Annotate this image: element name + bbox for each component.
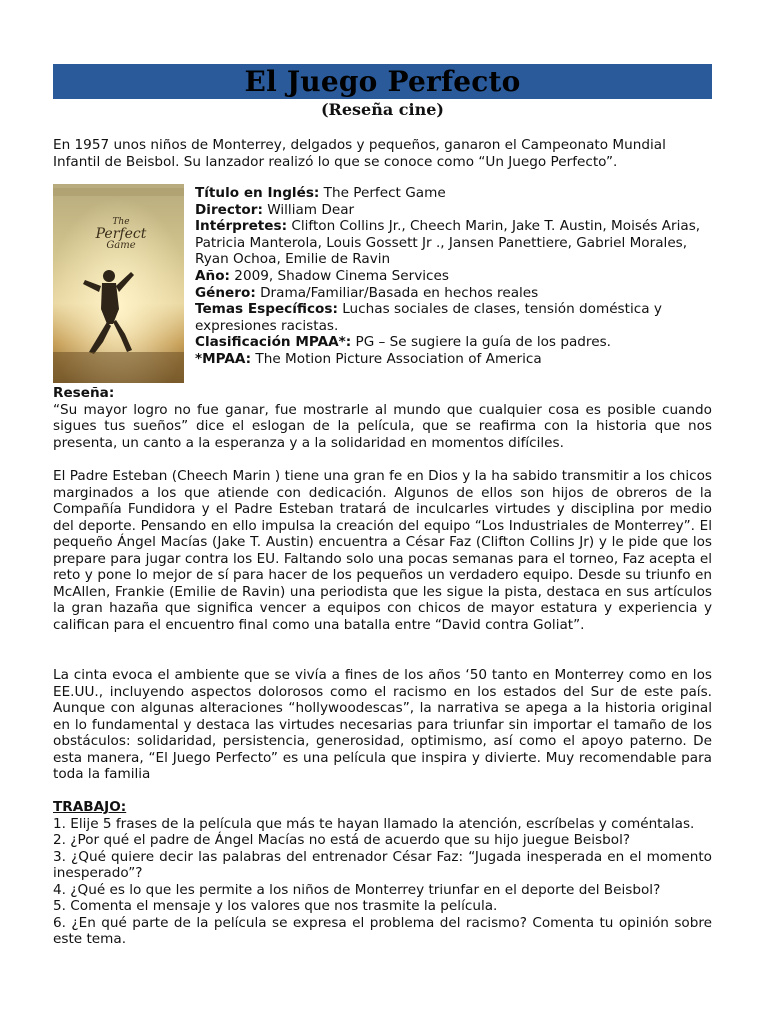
work-section (53, 799, 712, 948)
title-bar (53, 64, 712, 99)
detail-themes: Temas Específicos: Luchas sociales de clases, tensión doméstica y expresiones racistas. (195, 301, 662, 334)
movie-poster (53, 184, 184, 383)
review-paragraph-2: El Padre Esteban (Cheech Marin ) tiene una gran fe en Dios y la ha sabido transmitir a los chicos marginados a los que atiende con dedicación. Algunos de ellos son hijos de obreros de la Compañía Fundidora y el Padre Esteban tratará de inculcarles virtudes y disciplina por medio del deporte. Pensando en ello impulsa la creación del equipo “Los Industriales de Monterrey”. El pequeño Ángel Macías (Jake T. Austin) encuentra a César Faz (Clifton Collins Jr) y le pide que los prepare para jugar contra los EU. Faltando solo una pocas semanas para el torneo, Faz acepta el reto y pone lo mejor de sí para hacer de los pequeños un verdadero equipo. Desde su triunfo en McAllen, Frankie (Emilie de Ravin) una periodista que les sigue la pista, destaca en sus artículos la gran hazaña que significa vencer a equipos con chicos de mayor estatura y experiencia y califican para el encuentro final como una batalla entre “David contra Goliat”. (53, 468, 712, 633)
detail-director: Director: William Dear (195, 201, 355, 218)
page-title: El Juego Perfecto (244, 65, 521, 98)
work-item: 6. ¿En qué parte de la película se expresa el problema del racismo? Comenta tu opinión sobre este tema. (53, 914, 712, 947)
detail-year: Año: 2009, Shadow Cinema Services (195, 267, 449, 284)
intro-paragraph: En 1957 unos niños de Monterrey, delgados y pequeños, ganaron el Campeonato Mundial Infantil de Beisbol. Su lanzador realizó lo que se conoce como “Un Juego Perfecto”. (53, 137, 666, 170)
work-item: 4. ¿Qué es lo que les permite a los niños de Monterrey triunfar en el deporte del Beisbol? (53, 881, 661, 898)
work-item: 2. ¿Por qué el padre de Ángel Macías no está de acuerdo que su hijo juegue Beisbol? (53, 832, 631, 848)
review-heading: Reseña: (53, 385, 115, 401)
page-subtitle: (Reseña cine) (320, 100, 444, 119)
detail-cast: Intérpretes: Clifton Collins Jr., Cheech Marin, Jake T. Austin, Moisés Arias, Patricia Manterola, Louis Gossett Jr ., Jansen Panettiere, Gabriel Morales, Ryan Ochoa, Emilie de Ravin (195, 218, 701, 268)
work-item: 3. ¿Qué quiere decir las palabras del entrenador César Faz: “Jugada inesperada en el momento inesperado”? (53, 848, 712, 881)
detail-rating: Clasificación MPAA*: PG – Se sugiere la guía de los padres. (195, 334, 611, 351)
work-heading: TRABAJO: (53, 799, 127, 815)
poster-title: The Perfect Game (95, 217, 147, 251)
review-section (53, 385, 712, 451)
review-paragraph-1: “Su mayor logro no fue ganar, fue mostrarle al mundo que cualquier cosa es posible cuando sigues tus sueños” dice el eslogan de la película, que se reafirma con la historia que nos presenta, un canto a la esperanza y a la solidaridad en momentos difíciles. (53, 401, 712, 451)
detail-mpaa-note: *MPAA: The Motion Picture Association of America (195, 350, 542, 367)
review-paragraph-3: La cinta evoca el ambiente que se vivía a fines de los años ‘50 tanto en Monterrey como en los EE.UU., incluyendo aspectos dolorosos como el racismo en los estados del Sur de este país. Aunque con algunas alteraciones “hollywoodescas”, la narrativa se apega a la historia original en lo fundamental y destaca las virtudes necesarias para triunfar sin importar el tamaño de los obstáculos: solidaridad, persistencia, generosidad, optimismo, así como el apoyo paterno. De esta manera, “El Juego Perfecto” es una película que inspira y divierte. Muy recomendable para toda la familia (53, 667, 712, 782)
work-item: 5. Comenta el mensaje y los valores que nos trasmite la película. (53, 898, 498, 914)
movie-details (195, 185, 715, 368)
detail-english-title: Título en Inglés: The Perfect Game (195, 185, 446, 201)
work-item: 1. Elije 5 frases de la película que más te hayan llamado la atención, escríbelas y coméntalas. (53, 815, 695, 832)
detail-genre: Género: Drama/Familiar/Basada en hechos reales (195, 284, 539, 301)
poster-image (53, 184, 184, 383)
